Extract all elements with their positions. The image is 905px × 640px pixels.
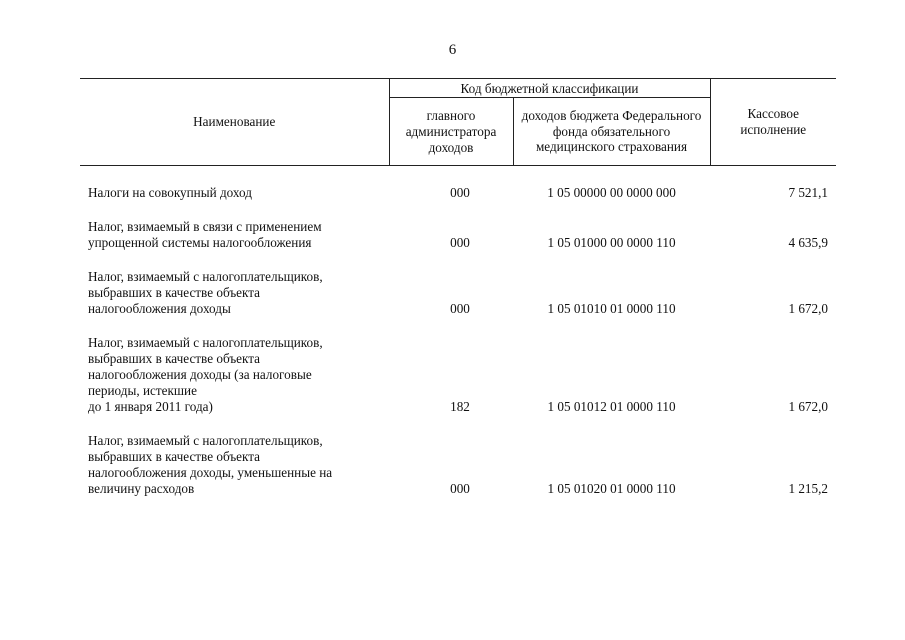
row-name-line: выбравших в качестве объекта [88,351,261,366]
row-name [80,219,389,251]
budget-revenue-table [80,78,836,497]
row-name-line: налогообложения доходы [88,301,231,316]
row-budget-code: 1 05 00000 00 0000 000 [547,185,676,200]
header-exec: Кассовое исполнение [710,79,836,166]
row-spacer [80,317,836,335]
table-body [80,166,836,498]
row-name-line: выбравших в качестве объекта [88,285,261,300]
row-budget-code: 1 05 01012 01 0000 110 [547,399,676,414]
row-name-line: до 1 января 2011 года) [88,399,213,414]
row-spacer [80,415,836,433]
row-name [80,335,389,415]
header-admin: главного администратора доходов [389,98,513,166]
table-row [80,433,836,497]
row-name-line: выбравших в качестве объекта [88,449,261,464]
row-admin-code: 000 [450,185,470,200]
row-cash-execution: 1 672,0 [788,399,828,414]
row-spacer [80,201,836,219]
row-name-line: периоды, истекшие [88,383,197,398]
row-budget-code: 1 05 01010 01 0000 110 [547,301,676,316]
table-row [80,335,836,415]
row-name [80,185,389,201]
table-header [80,79,836,166]
row-name-line: Налог, взимаемый с налогоплательщиков, [88,433,323,448]
row-budget-code: 1 05 01000 00 0000 110 [547,235,676,250]
row-admin-code: 000 [450,481,470,496]
header-name: Наименование [80,79,389,166]
row-cash-execution: 1 672,0 [788,301,828,316]
table-row [80,219,836,251]
header-code-group: Код бюджетной классификации [389,79,710,98]
row-admin-code: 000 [450,301,470,316]
row-name-line: величину расходов [88,481,195,496]
row-cash-execution: 7 521,1 [788,185,828,200]
row-budget-code: 1 05 01020 01 0000 110 [547,481,676,496]
row-name [80,433,389,497]
row-name-line: упрощенной системы налогообложения [88,235,312,250]
row-name-line: Налог, взимаемый с налогоплательщиков, [88,335,323,350]
row-name-line: налогообложения доходы (за налоговые [88,367,312,382]
header-code: доходов бюджета Федерального фонда обязательного медицинского страхования [513,98,710,166]
row-name-line: Налоги на совокупный доход [88,185,252,200]
row-spacer [80,166,836,186]
row-spacer [80,251,836,269]
table-row [80,269,836,317]
row-name [80,269,389,317]
row-name-line: налогообложения доходы, уменьшенные на [88,465,333,480]
row-name-line: Налог, взимаемый в связи с применением [88,219,322,234]
row-admin-code: 000 [450,235,470,250]
row-cash-execution: 1 215,2 [788,481,828,496]
table-row [80,185,836,201]
row-admin-code: 182 [450,399,470,414]
page-number: 6 [448,42,457,58]
row-cash-execution: 4 635,9 [788,235,828,250]
row-name-line: Налог, взимаемый с налогоплательщиков, [88,269,323,284]
